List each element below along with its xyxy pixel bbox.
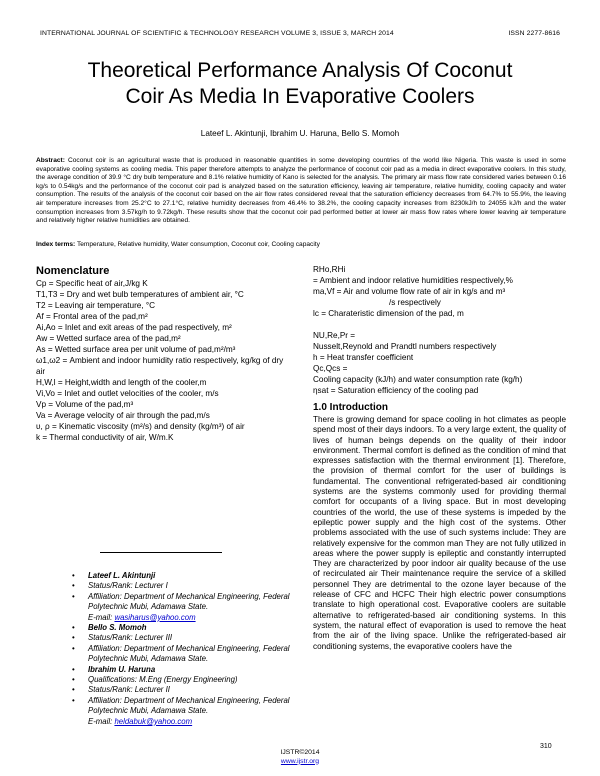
left-column <box>36 266 286 443</box>
nomenclature-item: Cooling capacity (kJ/h) and water consumption rate (kg/h) <box>313 375 523 384</box>
nomenclature-item: ω1,ω2 = Ambient and indoor humidity ratio respectively, kg/kg of dry air <box>36 356 284 376</box>
title-line-2: Coir As Media In Evaporative Coolers <box>125 85 475 108</box>
journal-url[interactable]: www.ijstr.org <box>280 757 320 765</box>
journal-header <box>40 30 560 37</box>
author-detail: Affiliation: Department of Mechanical Engineering, Federal Polytechnic Mubi, Adamawa State. <box>88 695 290 716</box>
journal-name: INTERNATIONAL JOURNAL OF SCIENTIFIC & TECHNOLOGY RESEARCH VOLUME 3, ISSUE 3, MARCH 2014 <box>40 30 394 37</box>
bullet: • <box>72 664 75 674</box>
nomenclature-item: RHo,RHi <box>313 265 346 274</box>
nomenclature-list-left <box>36 278 286 443</box>
bullet: • <box>72 675 75 685</box>
nomenclature-item: Va = Average velocity of air through the pad,m/s <box>36 411 210 420</box>
author-line: Lateef L. Akintunji, Ibrahim U. Haruna, Bello S. Momoh <box>200 129 400 138</box>
author-info-item <box>72 633 302 643</box>
index-terms <box>36 241 566 248</box>
introduction-section <box>313 402 566 652</box>
author-detail: Qualifications: M.Eng (Energy Engineering) <box>88 675 238 685</box>
paper-title <box>40 58 560 110</box>
author-detail: Affiliation: Department of Mechanical Engineering, Federal Polytechnic Mubi, Adamawa State. <box>88 643 290 664</box>
author-info-item <box>72 665 302 675</box>
nomenclature-item: lc = Charateristic dimension of the pad, m <box>313 309 464 318</box>
author-detail: Status/Rank: Lecturer II <box>88 685 170 695</box>
author-info-item <box>72 613 302 623</box>
bullet: • <box>72 695 75 705</box>
author-name: Bello S. Momoh <box>88 623 147 633</box>
nomenclature-item: Vi,Vo = Inlet and outlet velocities of the cooler, m/s <box>36 389 219 398</box>
nomenclature-heading: Nomenclature <box>36 265 110 277</box>
nomenclature-item: NU,Re,Pr = <box>313 331 356 340</box>
nomenclature-item: ma,Vf = Air and volume flow rate of air in kg/s and m³ <box>313 287 506 296</box>
bullet: • <box>72 685 75 695</box>
author-detail: E-mail: <box>88 612 115 622</box>
bullet: • <box>72 571 75 580</box>
author-info-item <box>72 571 302 581</box>
author-name: Ibrahim U. Haruna <box>88 664 156 674</box>
author-info-item <box>72 581 302 591</box>
page-footer <box>40 749 560 766</box>
index-terms-text: Temperature, Relative humidity, Water consumption, Coconut coir, Cooling capacity <box>76 241 320 248</box>
nomenclature-item <box>313 319 566 330</box>
author-name: Lateef L. Akintunji <box>88 571 156 580</box>
bullet: • <box>72 581 75 591</box>
author-info-list <box>72 571 302 727</box>
introduction-text: There is growing demand for space cooling in hot climates as people spend most of their days indoors. To a very large extent, the quality of lives of human beings depends on the quality of their indoor environment. Thermal comfort is defined as the condition of mind that expresses satisfaction with the thermal environment [1]. Therefore, the provision of thermal comfort for the user of buildings is fundamental. The conventional refrigerated-based air conditioning systems are the systems commonly used for providing thermal comfort for occupants of a living space. But in most developing countries of the world, the use of these systems is impeded by the epileptic power supply and the high cost of the systems. Other problems associated with the use of such systems include: They are relatively expensive for the common man They are not fully utilized in areas where the power supply is epileptic and constantly interrupted They are characterized by poor indoor air quality because of the use of recirculated air Their maintenance require the service of a skilled personnel They are detrimental to the ozone layer because of the release of CFC and HCFC Their high electric power consumptions translate to high operational cost. Evaporative coolers are suitable alternative to refrigerated-based air conditioning systems. In this system, the natural effect of evaporation is used to remove the heat from the air of the living space. Unlike the refrigerated-based air conditioning systems, the evaporative coolers have the <box>313 415 566 651</box>
author-detail: Status/Rank: Lecturer I <box>88 581 168 591</box>
abstract-label: Abstract: <box>36 157 65 164</box>
author-detail: E-mail: <box>88 716 115 726</box>
nomenclature-item: Cp = Specific heat of air,J/kg K <box>36 279 148 288</box>
author-detail: Status/Rank: Lecturer III <box>88 633 173 643</box>
issn: ISSN 2277-8616 <box>508 30 560 37</box>
nomenclature-item: h = Heat transfer coefficient <box>313 353 414 362</box>
nomenclature-item: = Ambient and indoor relative humidities respectively,% <box>313 276 513 285</box>
nomenclature-item: H,W,l = Height,width and length of the cooler,m <box>36 378 207 387</box>
nomenclature-list-right <box>313 264 566 396</box>
nomenclature-item: T2 = Leaving air temperature, °C <box>36 301 156 310</box>
nomenclature-item: υ, ρ = Kinematic viscosity (m²/s) and density (kg/m³) of air <box>36 422 245 431</box>
page-number: 310 <box>540 743 552 750</box>
bullet: • <box>72 643 75 653</box>
abstract-text: Coconut coir is an agricultural waste that is produced in reasonable quantities in some developing countries of the world like Nigeria. This waste is used in some evaporative cooling systems as cooling media. This paper therefore attempts to analyze the performance of coconut coir pad as a media in direct evaporative coolers. In this study, the average condition of 39.9 °C dry bulb temperature and 8.1% relative humidity of Kano is selected for the analysis. The primary air mass flow rate considered varies between 0.16 kg/s to 0.54kg/s and the performance of the coconut coir pad is analyzed based on the saturation efficiency, leaving air temperature, relative humidity, cooling capacity and water consumption. The results of the analysis of the coconut coir based on the air flow rates considered reveal that the saturation efficiency decreases from 64.7% to 55.9%, the leaving air temperature increases from 25.2°C to 27.1°C, relative humidity decreases from 46.4% to 38.2%, the cooling capacity increases from 8230kJ/h to 24055 kJ/h and the water consumption increases from 3.57kg/h to 9.72kg/h. These results show that the coconut coir pad performed better at lower air mass flow rates where lower leaving air temperature and relatively higher relative humidities are obtained. <box>36 157 566 225</box>
nomenclature-item: Af = Frontal area of the pad,m² <box>36 312 148 321</box>
bullet: • <box>72 591 75 601</box>
nomenclature-item: Ai,Ao = Inlet and exit areas of the pad respectively, m² <box>36 323 232 332</box>
author-info-item <box>72 623 302 633</box>
bullet: • <box>72 633 75 643</box>
author-info-item <box>72 644 302 665</box>
author-info-item <box>72 675 302 685</box>
nomenclature-item: /s respectively <box>389 298 441 307</box>
author-detail: Affiliation: Department of Mechanical Engineering, Federal Polytechnic Mubi, Adamawa State. <box>88 591 290 612</box>
footnote-divider <box>100 552 222 553</box>
nomenclature-item: Aw = Wetted surface area of the pad,m² <box>36 334 181 343</box>
nomenclature-item: ηsat = Saturation efficiency of the cooling pad <box>313 386 479 395</box>
abstract <box>36 157 566 226</box>
right-column <box>313 264 566 652</box>
author-info-item <box>72 696 302 717</box>
nomenclature-item: As = Wetted surface area per unit volume of pad,m²/m³ <box>36 345 236 354</box>
author-info-item <box>72 685 302 695</box>
introduction-heading: 1.0 Introduction <box>313 402 388 413</box>
nomenclature-item: k = Thermal conductivity of air, W/m.K <box>36 433 174 442</box>
email-link[interactable]: wasiharus@yahoo.com <box>114 612 196 622</box>
title-line-1: Theoretical Performance Analysis Of Coconut <box>87 59 513 82</box>
email-link[interactable]: heldabuk@yahoo.com <box>114 716 193 726</box>
author-info-item <box>72 592 302 613</box>
copyright: IJSTR©2014 <box>280 749 320 756</box>
nomenclature-item: Nusselt,Reynold and Prandtl numbers respectively <box>313 342 497 351</box>
nomenclature-item: Qc,Qcs = <box>313 364 348 373</box>
nomenclature-item: Vp = Volume of the pad,m³ <box>36 400 134 409</box>
bullet: • <box>72 623 75 633</box>
nomenclature-item: T1,T3 = Dry and wet bulb temperatures of ambient air, °C <box>36 290 244 299</box>
index-terms-label: Index terms: <box>36 241 76 248</box>
author-info-item <box>72 717 302 727</box>
